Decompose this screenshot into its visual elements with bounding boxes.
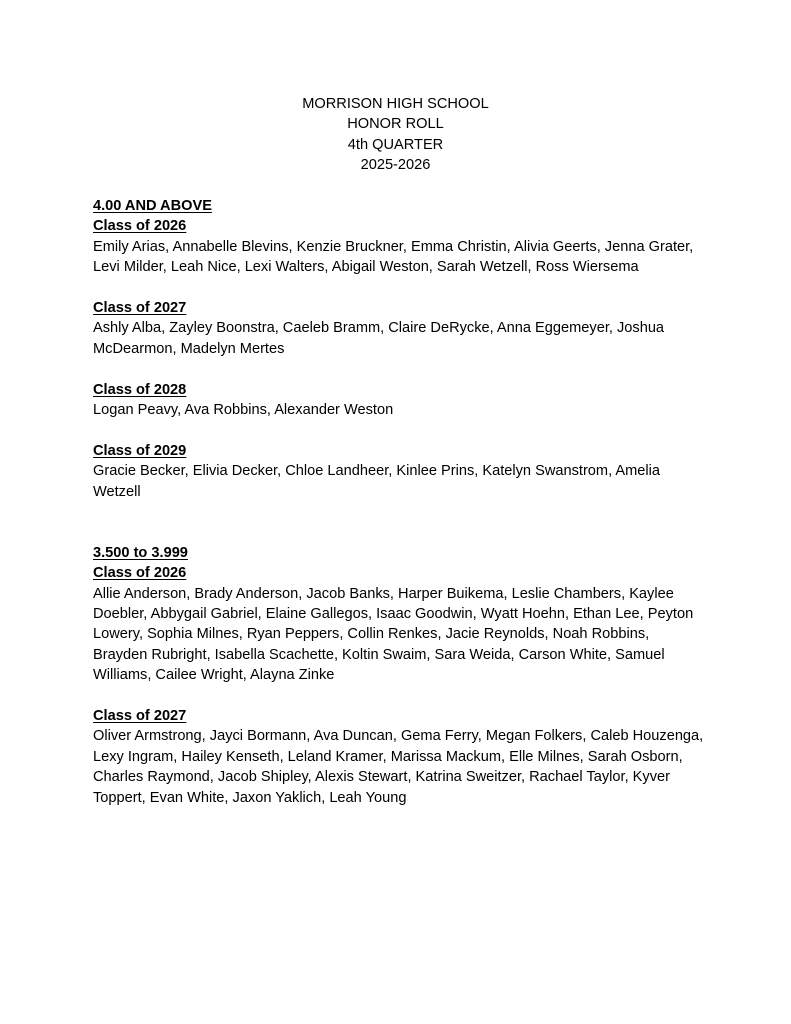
spacer <box>93 420 707 440</box>
quarter-label: 4th QUARTER <box>347 136 444 153</box>
spacer <box>93 278 707 298</box>
honor-roll-content <box>93 196 707 808</box>
student-names: Oliver Armstrong, Jayci Bormann, Ava Duncan, Gema Ferry, Megan Folkers, Caleb Houzenga, Lexy Ingram, Hailey Kenseth, Leland Kramer, Marissa Mackum, Elle Milnes, Sarah Osborn, Charles Raymond, Jacob Shipley, Alexis Stewart, Katrina Sweitzer, Rachael Taylor, Kyver Toppert, Evan White, Jaxon Yaklich, Leah Young <box>93 728 704 806</box>
student-names: Emily Arias, Annabelle Blevins, Kenzie Bruckner, Emma Christin, Alivia Geerts, Jenna Grater, Levi Milder, Leah Nice, Lexi Walters, Abigail Weston, Sarah Wetzell, Ross Wiersema <box>93 238 694 276</box>
document-header <box>0 94 791 176</box>
tier-heading: 4.00 AND ABOVE <box>93 198 212 214</box>
class-heading: Class of 2026 <box>93 218 187 235</box>
tier-heading: 3.500 to 3.999 <box>93 544 188 561</box>
class-heading: Class of 2027 <box>93 708 187 725</box>
spacer <box>93 502 707 543</box>
school-year: 2025-2026 <box>360 157 431 174</box>
class-heading: Class of 2027 <box>93 300 187 317</box>
document-title: HONOR ROLL <box>347 116 444 133</box>
spacer <box>93 686 707 706</box>
class-heading: Class of 2028 <box>93 381 187 398</box>
class-heading: Class of 2029 <box>93 442 187 459</box>
student-names: Logan Peavy, Ava Robbins, Alexander Weston <box>93 402 394 419</box>
student-names: Ashly Alba, Zayley Boonstra, Caeleb Bramm, Claire DeRycke, Anna Eggemeyer, Joshua McDearmon, Madelyn Mertes <box>93 320 665 357</box>
school-name: MORRISON HIGH SCHOOL <box>302 96 489 112</box>
class-heading: Class of 2026 <box>93 565 187 582</box>
student-names: Gracie Becker, Elivia Decker, Chloe Landheer, Kinlee Prins, Katelyn Swanstrom, Amelia Wetzell <box>93 463 660 500</box>
student-names: Allie Anderson, Brady Anderson, Jacob Banks, Harper Buikema, Leslie Chambers, Kaylee Doebler, Abbygail Gabriel, Elaine Gallegos, Isaac Goodwin, Wyatt Hoehn, Ethan Lee, Peyton Lowery, Sophia Milnes, Ryan Peppers, Collin Renkes, Jacie Reynolds, Noah Robbins, Brayden Rubright, Isabella Scachette, Koltin Swaim, Sara Weida, Carson White, Samuel Williams, Cailee Wright, Alayna Zinke <box>93 585 694 684</box>
spacer <box>93 359 707 379</box>
